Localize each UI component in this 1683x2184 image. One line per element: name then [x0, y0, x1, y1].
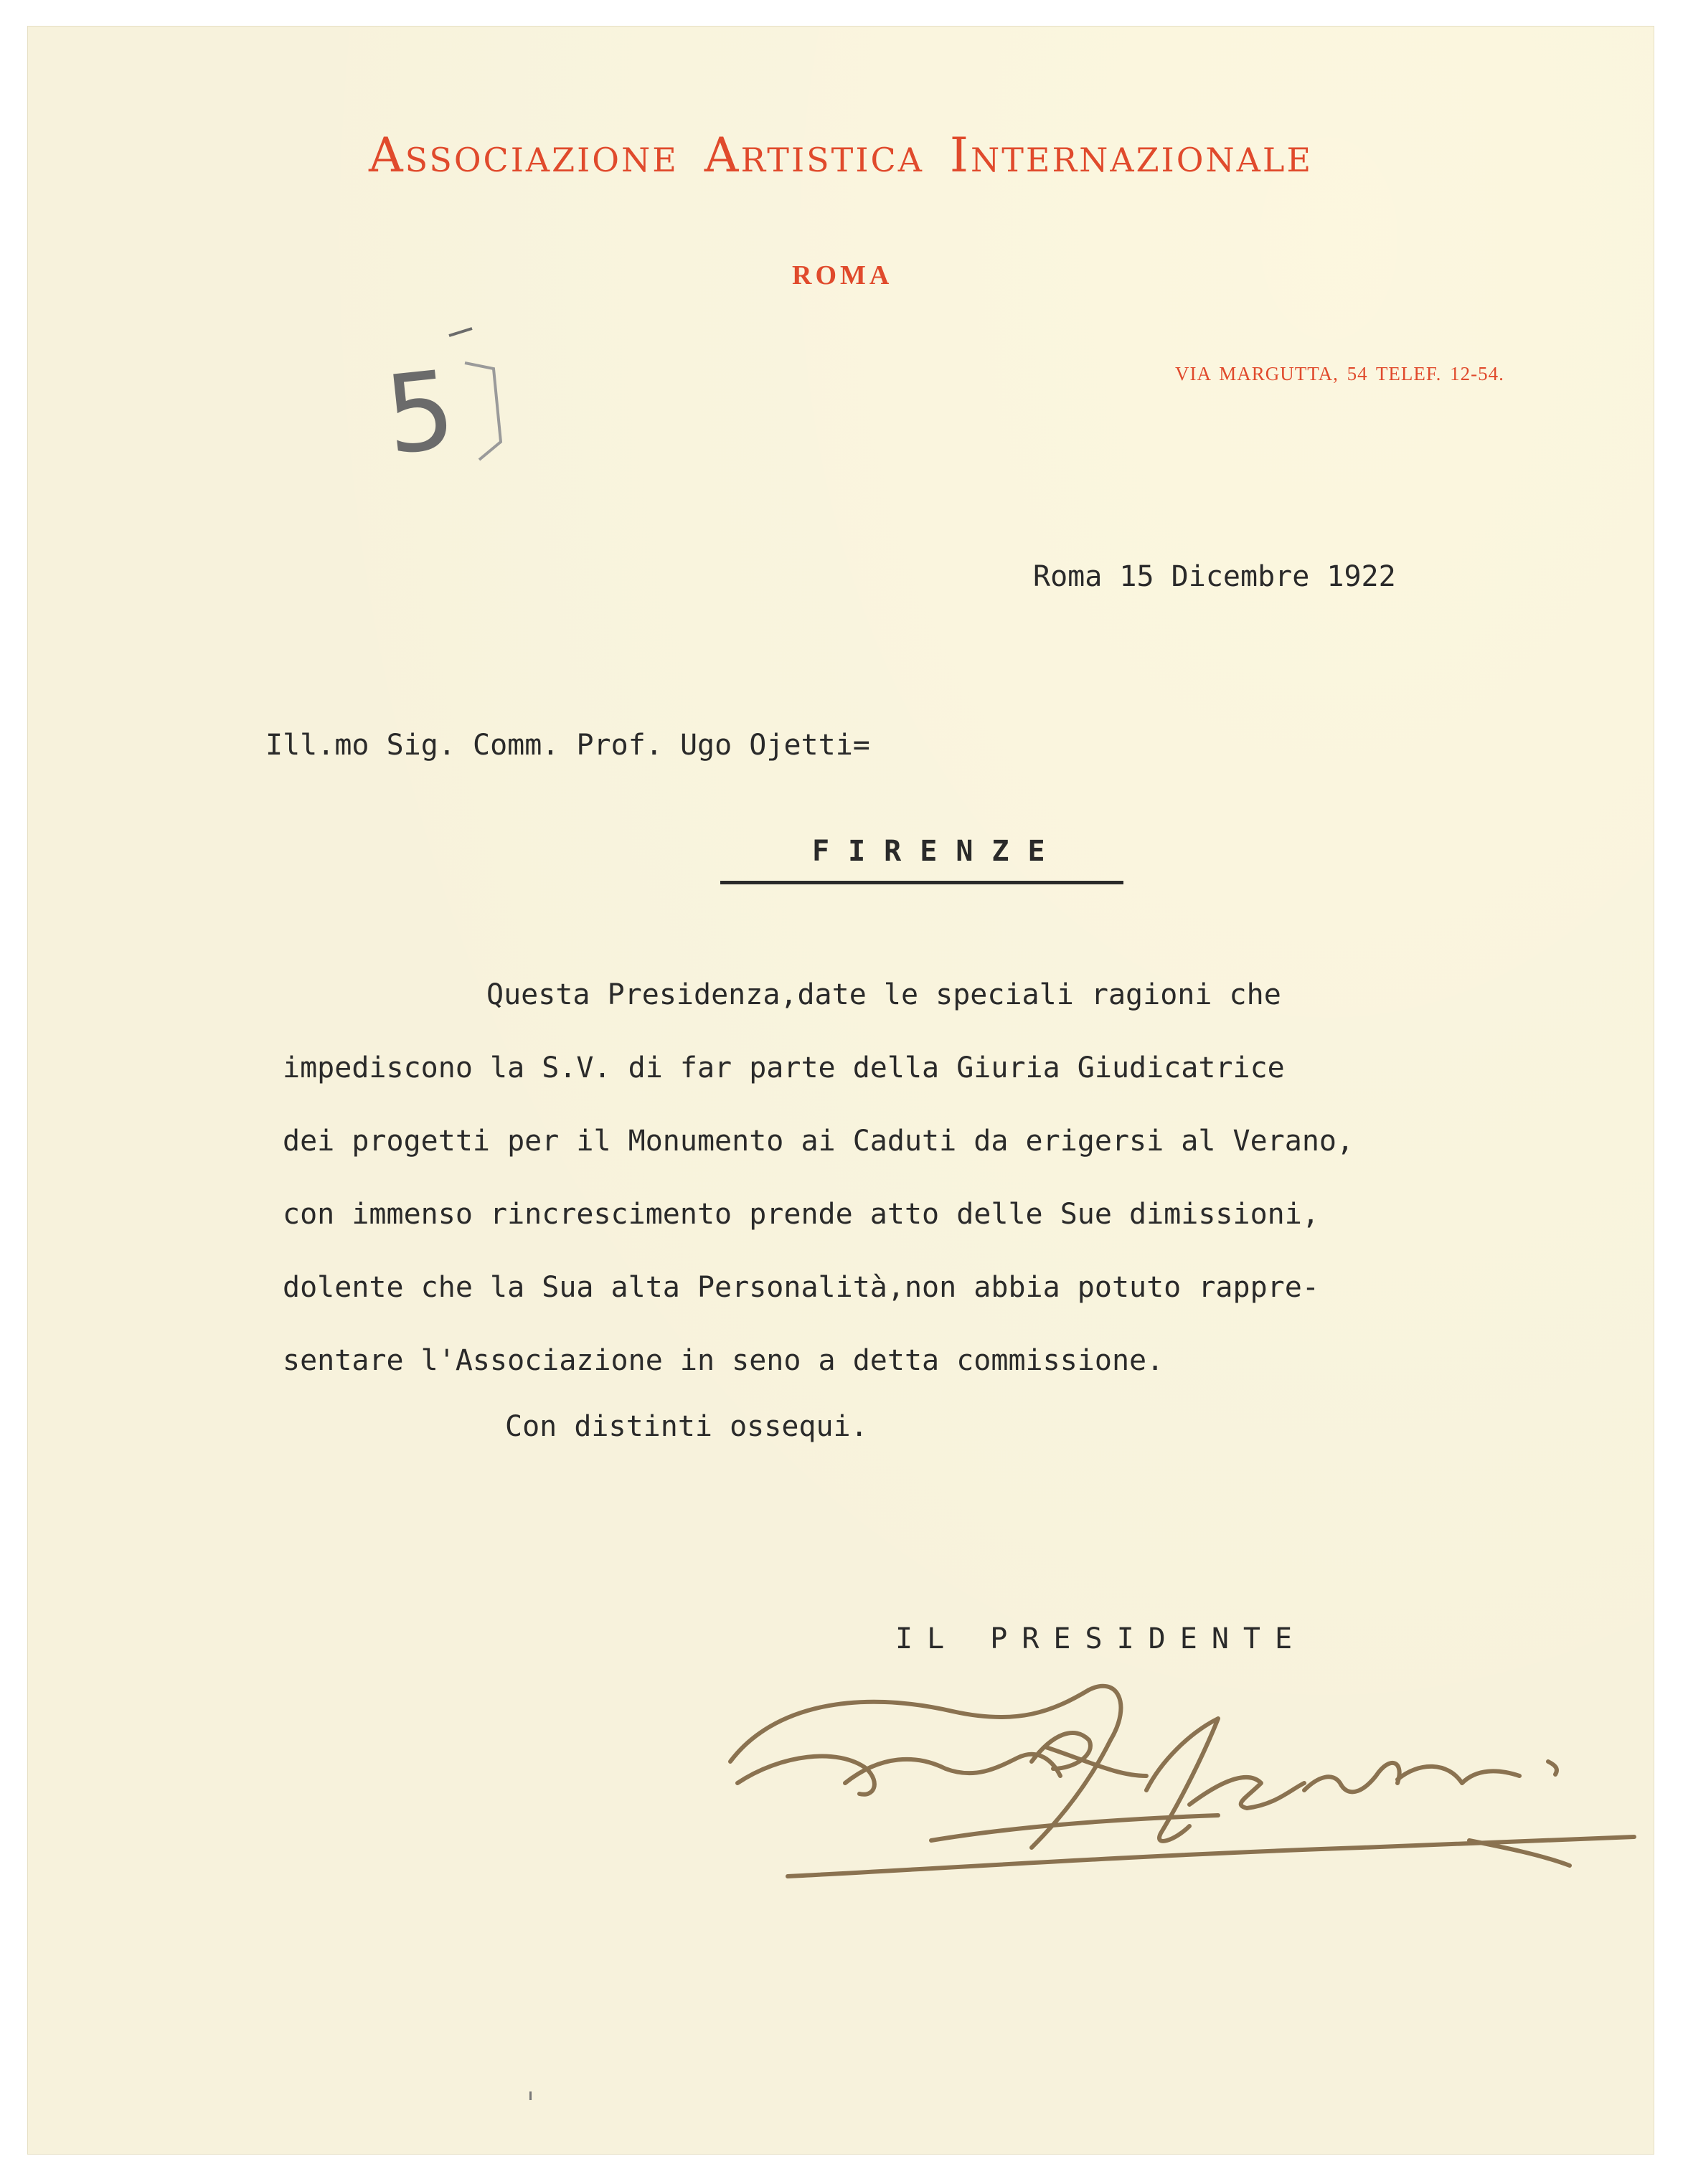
stray-ink-mark [529, 2091, 532, 2100]
signature-title: IL PRESIDENTE [895, 1622, 1307, 1655]
body-line-4: con immenso rincrescimento prende atto delle Sue dimissioni, [283, 1198, 1319, 1231]
body-line-6: sentare l'Associazione in seno a detta commissione. [283, 1344, 1164, 1377]
city-underline [720, 881, 1123, 884]
addressee: Ill.mo Sig. Comm. Prof. Ugo Ojetti= [265, 729, 870, 762]
letterhead-title: Associazione Artistica Internazionale [368, 128, 1314, 183]
body-line-2: impediscono la S.V. di far parte della Giuria Giudicatrice [283, 1051, 1285, 1084]
handwritten-signature [716, 1661, 1649, 1905]
letter-sheet [27, 26, 1654, 2155]
date-line: Roma 15 Dicembre 1922 [1033, 560, 1396, 593]
recipient-city: FIRENZE [812, 835, 1064, 868]
pencil-page-number [364, 327, 537, 485]
body-line-3: dei progetti per il Monumento ai Caduti da erigersi al Verano, [283, 1125, 1354, 1158]
letterhead-address: VIA MARGUTTA, 54 TELEF. 12-54. [1175, 363, 1504, 384]
letterhead-city: ROMA [792, 260, 893, 290]
body-line-5: dolente che la Sua alta Personalità,non abbia potuto rappre- [283, 1271, 1319, 1304]
closing-line: Con distinti ossequi. [505, 1410, 868, 1443]
body-line-1: Questa Presidenza,date le speciali ragioni che [486, 978, 1281, 1011]
pencil-number-text: 5 [380, 347, 461, 479]
